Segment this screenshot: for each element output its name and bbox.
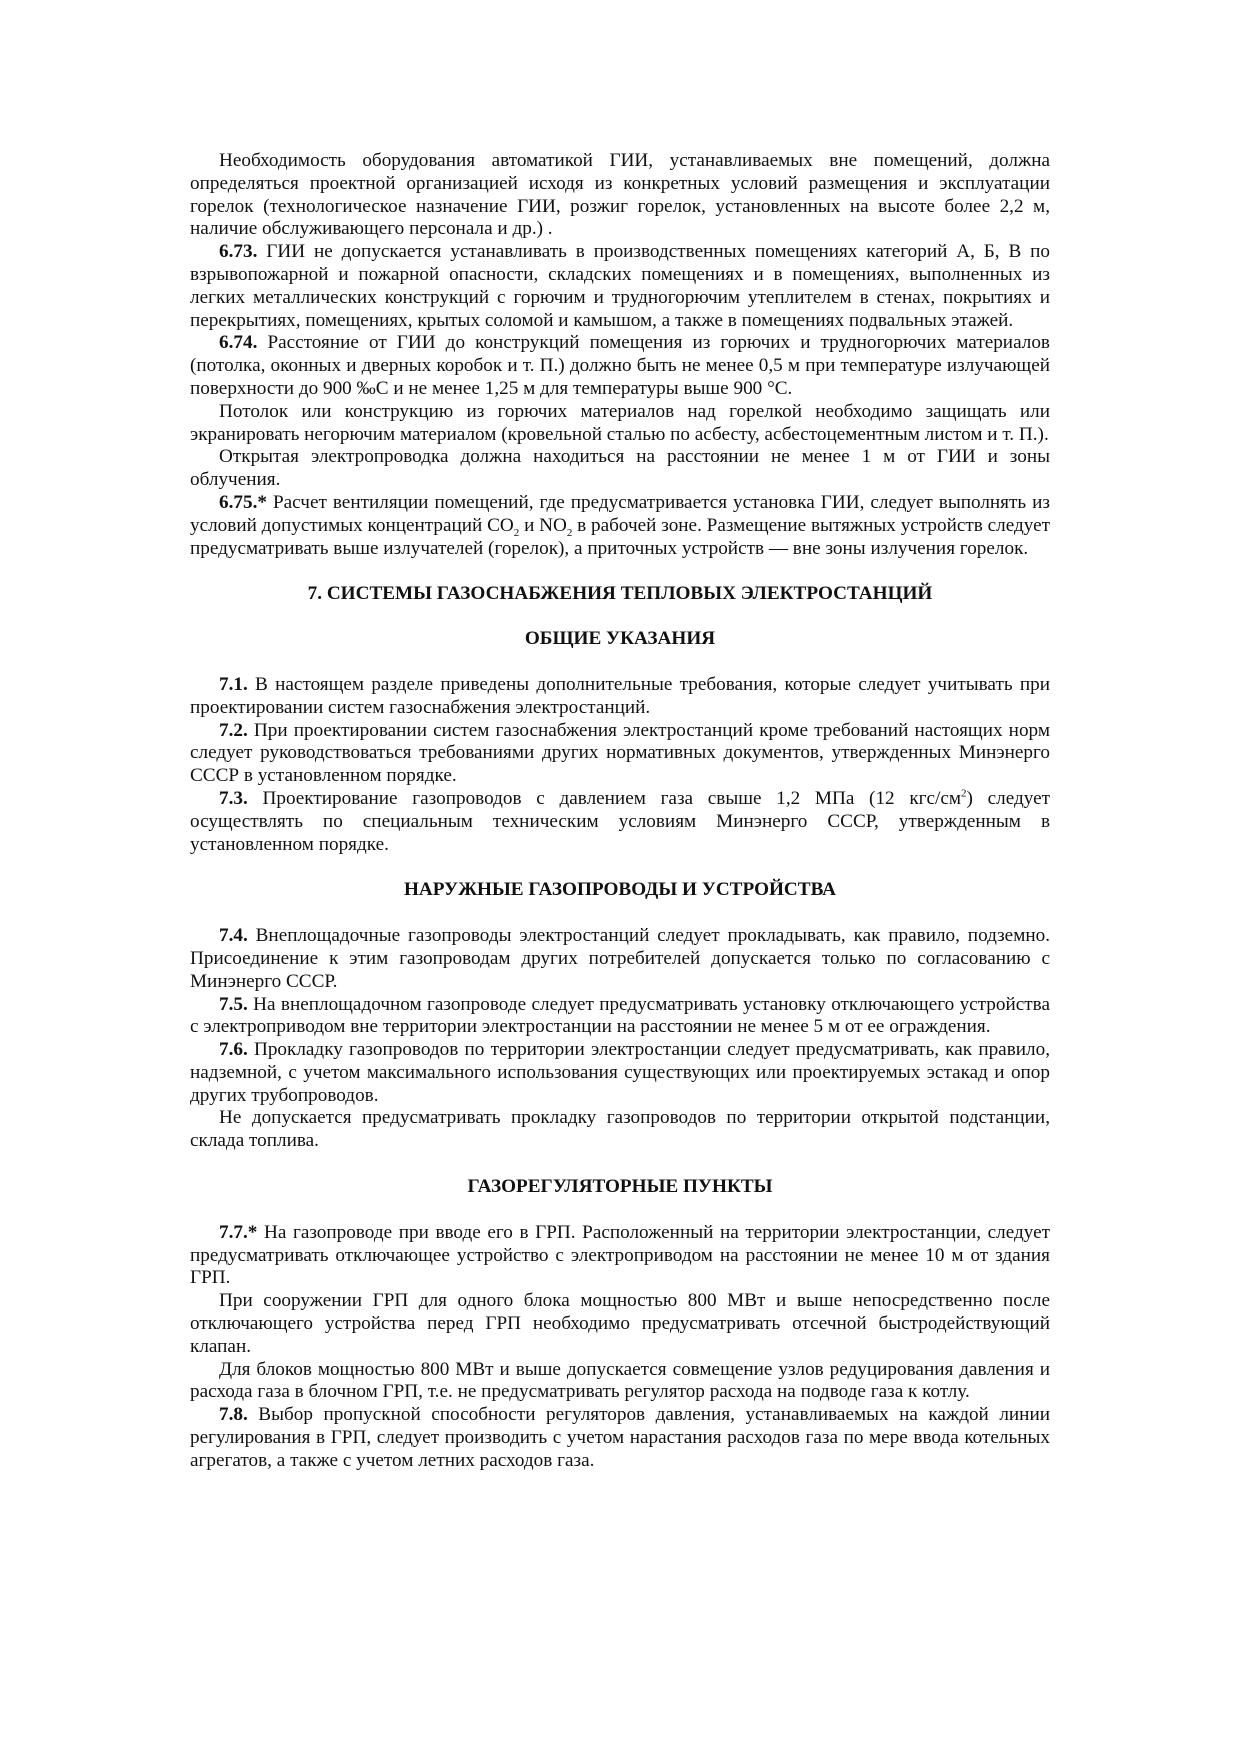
clause-number: 7.4. xyxy=(219,925,248,947)
paragraph-text: Необходимость оборудования автоматикой ГИИ, устанавливаемых вне помещений, должна определяться проектной организацией исходя из конкретных условий размещения и эксплуатации горелок (технологическое назначение ГИИ, розжиг горелок, установленных на высоте более 2,2 м, наличие обслуживающего персонала и др.) . xyxy=(190,150,1050,240)
clause-number: 7.7.* xyxy=(219,1221,258,1243)
clause-number: 7.5. xyxy=(219,993,248,1015)
paragraph-7-5 xyxy=(190,994,1050,1040)
paragraph-ceiling xyxy=(190,401,1050,447)
paragraph-800mw-block xyxy=(190,1359,1050,1405)
superscript: 2 xyxy=(961,787,967,800)
paragraph-wiring xyxy=(190,446,1050,492)
subsection-heading-grp: ГАЗОРЕГУЛЯТОРНЫЕ ПУНКТЫ xyxy=(467,1176,773,1198)
paragraph-text: ГИИ не допускается устанавливать в производственных помещениях категорий А, Б, В по взрывопожарной и пожарной опасности, складских помещениях и в помещениях, выполненных из легких металлических конструкций с горючим и трудногорючим утеплителем в стенах, покрытиях и перекрытиях, помещениях, крытых соломой и камышом, а также в помещениях подвальных этажей. xyxy=(190,241,1050,331)
subscript: 2 xyxy=(513,526,520,539)
subsection-heading-general: ОБЩИЕ УКАЗАНИЯ xyxy=(524,628,716,650)
clause-number: 7.8. xyxy=(219,1404,248,1426)
paragraph-text: Расчет вентиляции помещений, где предусматривается установка ГИИ, следует выполнять из условий допустимых концентраций СО xyxy=(190,491,1050,536)
paragraph-text: Открытая электропроводка должна находиться на расстоянии не менее 1 м от ГИИ и зоны облучения. xyxy=(190,446,1050,491)
paragraph-text: Прокладку газопроводов по территории электростанции следует предусматривать, как правило, надземной, с учетом максимального использования существующих или проектируемых эстакад и опор других трубопроводов. xyxy=(190,1039,1050,1106)
paragraph-800mw-valve xyxy=(190,1290,1050,1358)
paragraph-substation xyxy=(190,1107,1050,1153)
paragraph-7-8 xyxy=(190,1404,1050,1472)
paragraph-text: Не допускается предусматривать прокладку газопроводов по территории открытой подстанции, склада топлива. xyxy=(190,1107,1050,1152)
clause-number: 7.2. xyxy=(219,719,248,741)
paragraph-6-73 xyxy=(190,241,1050,332)
paragraph-7-2 xyxy=(190,720,1050,788)
paragraph-7-4 xyxy=(190,925,1050,993)
paragraph-text: Внеплощадочные газопроводы электростанций следует прокладывать, как правило, подземно. Присоединение к этим газопроводам других потребителей допускается только по согласованию с Минэнерго СССР. xyxy=(190,925,1050,992)
paragraph-text: в рабочей зоне. Размещение вытяжных устройств следует предусматривать выше излучателей (горелок), а приточных устройств — вне зоны излучения горелок. xyxy=(190,514,1051,559)
clause-number: 6.75.* xyxy=(219,491,267,513)
section-title: 7. СИСТЕМЫ ГАЗОСНАБЖЕНИЯ ТЕПЛОВЫХ ЭЛЕКТРОСТАНЦИЙ xyxy=(307,583,933,605)
paragraph-text: и NO xyxy=(519,514,567,536)
paragraph-text: На газопроводе при вводе его в ГРП. Расположенный на территории электростанции, следует предусматривать отключающее устройство с электроприводом на расстоянии не менее 10 м от здания ГРП. xyxy=(190,1221,1050,1289)
paragraph-text: В настоящем разделе приведены дополнительные требования, которые следует учитывать при проектировании систем газоснабжения электростанций. xyxy=(190,673,1050,718)
clause-number: 6.73. xyxy=(219,241,258,263)
paragraph-text: Для блоков мощностью 800 МВт и выше допускается совмещение узлов редуцирования давления и расхода газа в блочном ГРП, т.е. не предусматривать регулятор расхода на подводе газа к котлу. xyxy=(190,1358,1050,1403)
clause-number: 7.6. xyxy=(219,1039,248,1061)
paragraph-7-1 xyxy=(190,674,1050,720)
clause-number: 7.1. xyxy=(219,673,248,695)
paragraph-text: На внеплощадочном газопроводе следует предусматривать установку отключающего устройства с электроприводом вне территории электростанции на расстоянии не менее 5 м от ее ограждения. xyxy=(190,993,1050,1038)
clause-number: 6.74. xyxy=(219,332,258,354)
paragraph-text: При проектировании систем газоснабжения электростанций кроме требований настоящих норм следует руководствоваться требованиями других нормативных документов, утвержденных Минэнерго СССР в установленном порядке. xyxy=(190,719,1050,787)
paragraph-6-75 xyxy=(190,492,1050,560)
paragraph-text: ) следует осуществлять по специальным техническим условиям Минэнерго СССР, утвержденным в установленном порядке. xyxy=(190,787,1050,855)
document-page xyxy=(190,150,1050,1473)
paragraph-6-74 xyxy=(190,332,1050,400)
paragraph-text: Расстояние от ГИИ до конструкций помещения из горючих и трудногорючих материалов (потолка, оконных и дверных коробок и т. П.) должно быть не менее 0,5 м при температуре излучающей поверхности до 900 ‰С и не менее 1,25 м для температуры выше 900 °С. xyxy=(190,332,1050,399)
paragraph-text: Потолок или конструкцию из горючих материалов над горелкой необходимо защищать или экранировать негорючим материалом (кровельной сталью по асбесту, асбестоцементным листом и т. П.). xyxy=(190,400,1050,445)
paragraph-text: Выбор пропускной способности регуляторов давления, устанавливаемых на каждой линии регулирования в ГРП, следует производить с учетом нарастания расходов газа по мере ввода котельных агрегатов, а также с учетом летних расходов газа. xyxy=(190,1404,1050,1471)
paragraph-text: При сооружении ГРП для одного блока мощностью 800 МВт и выше непосредственно после отключающего устройства перед ГРП необходимо предусматривать отсечной быстродействующий клапан. xyxy=(190,1290,1050,1357)
subsection-heading-outdoor: НАРУЖНЫЕ ГАЗОПРОВОДЫ И УСТРОЙСТВА xyxy=(403,879,837,901)
paragraph-7-3 xyxy=(190,788,1050,856)
subscript: 2 xyxy=(566,526,573,539)
paragraph-7-7 xyxy=(190,1222,1050,1290)
paragraph-automation xyxy=(190,150,1050,241)
clause-number: 7.3. xyxy=(219,787,248,809)
paragraph-text: Проектирование газопроводов с давлением газа свыше 1,2 МПа (12 кгс/см xyxy=(247,787,962,809)
paragraph-7-6 xyxy=(190,1039,1050,1107)
